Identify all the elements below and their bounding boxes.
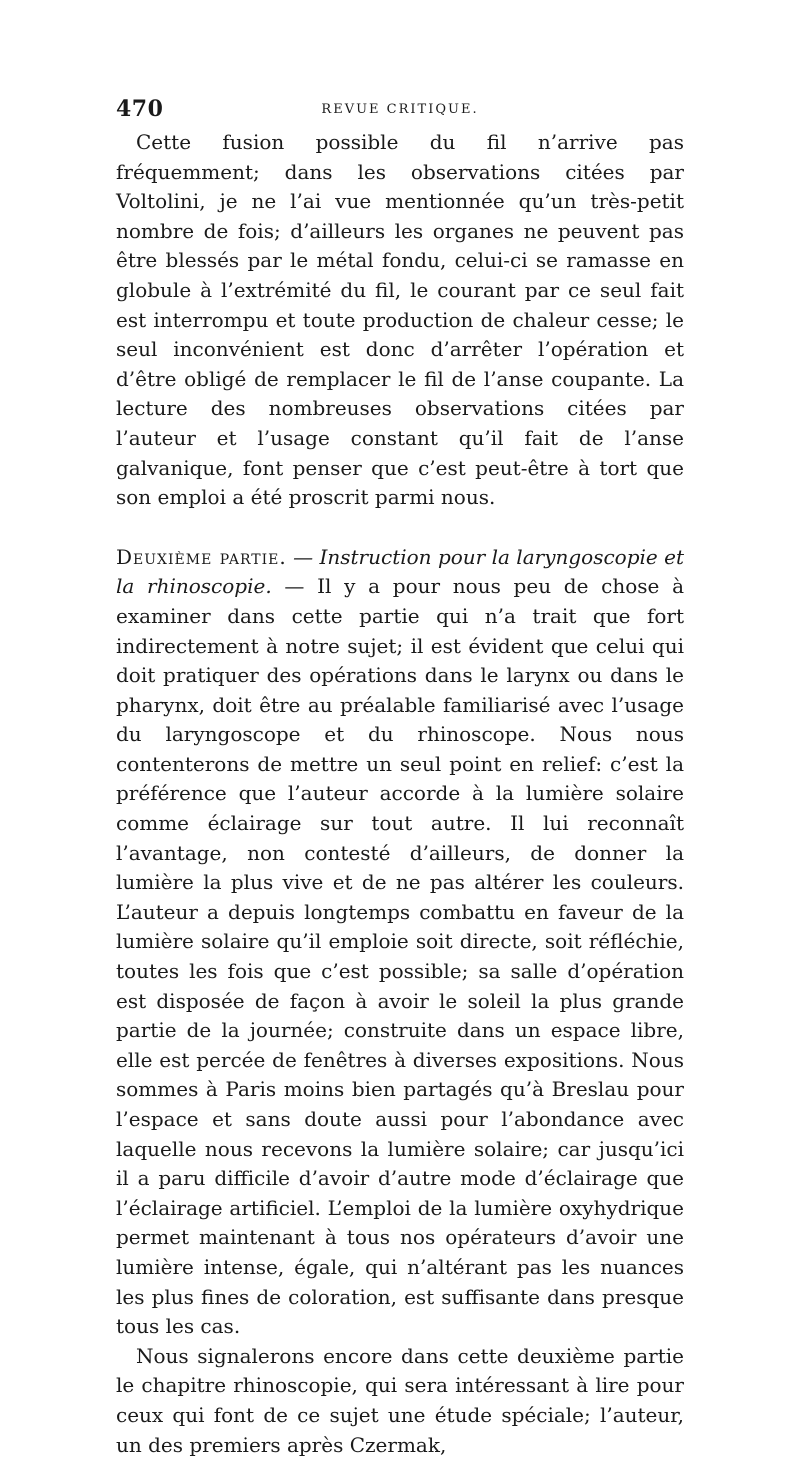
section-heading-label: Deuxième partie. — [116, 544, 287, 569]
section-heading-title: — Instruction pour la laryngoscopie et la rhinoscopie. — [116, 544, 685, 599]
journal-title: REVUE CRITIQUE. — [321, 102, 479, 117]
body-text — [116, 128, 684, 1460]
page-number: 470 — [116, 96, 164, 122]
running-header — [116, 96, 684, 124]
paragraph-rhinoscopie: Nous signalerons encore dans cette deuxième partie le chapitre rhinoscopie, qui sera intéressant à lire pour ceux qui font de ce sujet une étude spéciale; l’auteur, un des premiers après Czermak, — [116, 1343, 684, 1457]
paragraph-fusion: Cette fusion possible du fil n’arrive pas fréquemment; dans les observations citées par Voltolini, je ne l’ai vue mentionnée qu’un très-petit nombre de fois; d’ailleurs les organes ne peuvent pas être blessés par le métal fondu, celui-ci se ramasse en globule à l’extrémité du fil, le courant par ce seul fait est interrompu et toute production de chaleur cesse; le seul inconvénient est donc d’arrêter l’opération et d’être obligé de remplacer le fil de l’anse coupante. La lecture des nombreuses observations citées par l’auteur et l’usage constant qu’il fait de l’anse galvanique, font penser que c’est peut-être à tort que son emploi a été proscrit parmi nous. — [116, 130, 684, 510]
section-body-text: — Il y a pour nous peu de chose à examiner dans cette partie qui n’a trait que fort indirectement à notre sujet; il est évident que celui qui doit pratiquer des opérations dans le larynx ou dans le pharynx, doit être au préalable familiarisé avec l’usage du laryngoscope et du rhinoscope. Nous nous contenterons de mettre un seul point en relief: c’est la préférence que l’auteur accorde à la lumière solaire comme éclairage sur tout autre. Il lui reconnaît l’avantage, non contesté d’ailleurs, de donner la lumière la plus vive et de ne pas altérer les couleurs. L’auteur a depuis longtemps combattu en faveur de la lumière solaire qu’il emploie soit directe, soit réfléchie, toutes les fois que c’est possible; sa salle d’opération est disposée de façon à avoir le soleil la plus grande partie de la journée; construite dans un espace libre, elle est percée de fenêtres à diverses expositions. Nous sommes à Paris moins bien partagés qu’à Breslau pour l’espace et sans doute aussi pour l’abondance avec laquelle nous recevons la lumière solaire; car jusqu’ici il a paru difficile d’avoir d’autre mode d’éclairage que l’éclairage artificiel. L’emploi de la lumière oxyhydrique permet maintenant à tous nos opérateurs d’avoir une lumière intense, égale, qui n’altérant pas les nuances les plus fines de coloration, est suffisante dans presque tous les cas. — [116, 574, 685, 1339]
paragraph-deuxieme-partie — [116, 543, 684, 1342]
